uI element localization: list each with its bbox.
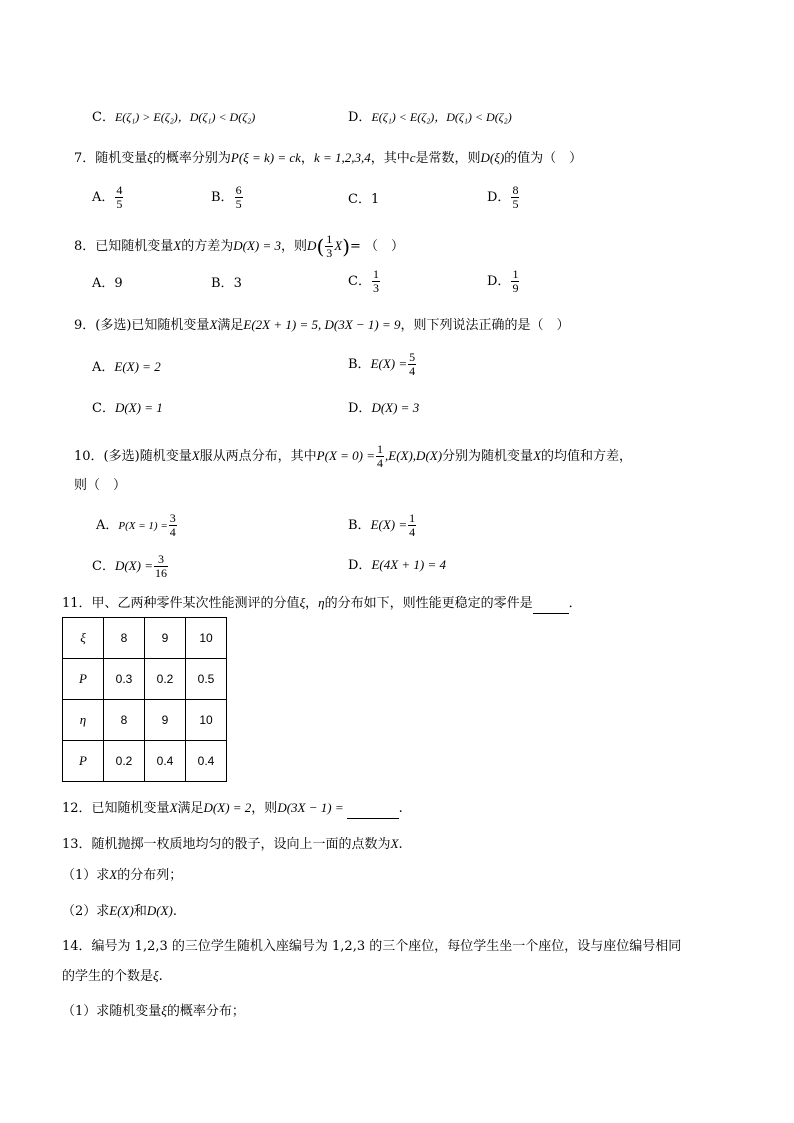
q6-option-c-label: C． <box>92 110 115 125</box>
fraction <box>115 184 123 211</box>
q13-math: D(X) <box>146 903 173 918</box>
option-label: B． <box>348 518 371 533</box>
q9-option-d <box>348 399 419 418</box>
q8-option-d <box>487 268 520 295</box>
numerator: 3 <box>169 511 176 525</box>
option-label: A． <box>92 276 115 291</box>
q9-var: X <box>209 317 218 332</box>
q13-text: （2）求 <box>62 904 110 919</box>
option-math: D(X) = <box>114 558 153 573</box>
denominator: 4 <box>169 525 176 539</box>
option-label: C． <box>92 401 115 416</box>
q13-text: 随机抛掷一枚质地均匀的骰子，设向上一面的点数为 <box>91 837 391 852</box>
option-math: E(4X + 1) = 4 <box>371 557 447 572</box>
option-math: D(X) = 3 <box>371 400 420 415</box>
left-paren: ( <box>316 234 325 259</box>
fraction <box>511 184 519 211</box>
q11-var: ξ <box>299 595 306 610</box>
q13-stem <box>62 835 403 854</box>
q12-text: . <box>398 801 403 816</box>
option-label: B． <box>211 190 234 205</box>
q14-var: ξ <box>153 968 159 983</box>
option-label: A． <box>92 190 115 205</box>
q8-var: X <box>173 238 182 253</box>
numerator: 4 <box>116 183 123 197</box>
numerator: 1 <box>409 511 416 525</box>
q11-var: η <box>318 595 325 610</box>
q8-text: ，则 <box>281 239 308 254</box>
fraction <box>408 512 416 539</box>
q13-text: 的分布列； <box>117 868 183 883</box>
fraction <box>408 351 416 378</box>
table-cell: 8 <box>104 700 145 741</box>
denominator: 5 <box>116 197 123 211</box>
q7-var: ξ <box>147 150 153 165</box>
denominator: 4 <box>409 364 416 378</box>
q13-number: 13． <box>62 837 92 852</box>
q14-var: ξ <box>161 1003 167 1018</box>
fraction <box>372 268 380 295</box>
table-cell: 8 <box>104 618 145 659</box>
q9-option-b <box>348 351 417 378</box>
denominator: 5 <box>235 197 242 211</box>
table-cell: 0.3 <box>104 659 145 700</box>
table-cell: 0.2 <box>104 741 145 782</box>
fraction <box>325 233 333 260</box>
q11-text: 的分布如下，则性能更稳定的零件是 <box>324 596 533 611</box>
q12-text: 满足 <box>177 801 204 816</box>
q9-math: E(2X + 1) = 5, D(3X − 1) = 9 <box>243 317 401 332</box>
q11-stem <box>62 594 582 614</box>
numerator: 8 <box>512 183 519 197</box>
option-math: E(X) = 2 <box>114 359 161 374</box>
q8-math: = （ ） <box>350 239 405 254</box>
table-cell: η <box>63 700 104 741</box>
q10-text: 服从两点分布，其中 <box>199 449 317 464</box>
option-label: B． <box>211 276 234 291</box>
q13-text: （1）求 <box>62 868 110 883</box>
option-label: D． <box>487 274 511 289</box>
numerator: 1 <box>372 267 379 281</box>
option-label: C． <box>348 192 371 207</box>
q6-option-d <box>348 108 512 127</box>
q7-number: 7． <box>74 151 96 166</box>
q8-number: 8． <box>74 239 96 254</box>
fraction <box>154 553 168 580</box>
q7-option-c <box>348 191 379 209</box>
option-label: D． <box>348 558 372 573</box>
option-label: D． <box>348 401 372 416</box>
denominator: 16 <box>154 566 167 580</box>
q7-text: 的概率分别为 <box>152 151 231 166</box>
q14-text: 的概率分布； <box>166 1004 245 1019</box>
q11-text: ． <box>568 596 582 611</box>
q14-part-1 <box>62 1002 245 1021</box>
option-label: C． <box>348 274 371 289</box>
option-value: 9 <box>114 276 123 291</box>
denominator: 4 <box>377 456 384 470</box>
answer-blank <box>347 800 399 819</box>
q13-var: X <box>109 867 118 882</box>
option-label: A． <box>96 518 119 533</box>
q10-option-d <box>348 556 446 575</box>
table-cell: 0.5 <box>186 659 227 700</box>
option-value: 3 <box>233 276 242 291</box>
denominator: 3 <box>326 246 333 260</box>
q13-math: E(X) <box>109 903 134 918</box>
q7-option-b <box>211 184 244 211</box>
table-cell: 9 <box>145 618 186 659</box>
numerator: 1 <box>377 442 384 456</box>
q7-text: 随机变量 <box>95 151 148 166</box>
q10-text: 则（ ） <box>74 478 127 493</box>
option-label: C． <box>92 559 115 574</box>
q14-text: 的学生的个数是 <box>62 969 154 984</box>
q9-text: (多选)已知随机变量 <box>95 318 210 333</box>
q10-var: X <box>191 448 200 463</box>
q12-number: 12． <box>62 801 92 816</box>
q14-text: （1）求随机变量 <box>62 1004 162 1019</box>
q7-var: c <box>409 150 416 165</box>
q7-text: 是常数，则 <box>415 151 481 166</box>
option-math: D(X) = 1 <box>114 400 163 415</box>
q10-number: 10． <box>74 449 104 464</box>
table-cell: 10 <box>186 618 227 659</box>
table-row <box>63 741 227 782</box>
q12-var: X <box>169 800 178 815</box>
table-cell: 0.4 <box>145 741 186 782</box>
q7-text: ， <box>300 151 314 166</box>
q11-number: 11． <box>62 596 92 611</box>
numerator: 1 <box>326 232 333 246</box>
q10-text: 的均值和方差， <box>541 449 633 464</box>
q7-stem <box>74 149 582 168</box>
table-row <box>63 700 227 741</box>
q14-number: 14． <box>62 939 92 954</box>
q8-option-b <box>211 275 242 293</box>
q9-text: ，则下列说法正确的是（ ） <box>400 318 570 333</box>
table-cell: 9 <box>145 700 186 741</box>
q7-option-a <box>92 184 124 211</box>
fraction <box>376 443 384 470</box>
right-paren: ) <box>342 234 351 259</box>
option-math: E(X) = <box>370 517 408 532</box>
q13-var: X <box>390 836 399 851</box>
q13-text: . <box>172 904 177 919</box>
q8-math: X <box>334 238 343 253</box>
q12-text: ，则 <box>251 801 278 816</box>
table-cell: 0.4 <box>186 741 227 782</box>
q7-option-d <box>487 184 520 211</box>
q10-stem <box>74 443 632 470</box>
q7-math: P(ξ = k) = ck <box>230 150 301 165</box>
q8-math: D(X) = 3 <box>233 238 282 253</box>
q9-stem <box>74 316 570 335</box>
q9-text: 满足 <box>217 318 244 333</box>
table-cell: 10 <box>186 700 227 741</box>
q10-math: ,E(X),D(X) <box>385 448 443 463</box>
fraction <box>169 512 177 539</box>
q10-option-b <box>348 512 417 539</box>
answer-blank <box>533 595 569 614</box>
table-row <box>63 659 227 700</box>
q6-option-d-math: E(ζ₁) < E(ζ₂)，D(ζ₁) < D(ζ₂) <box>371 110 512 124</box>
q9-option-c <box>92 399 163 418</box>
q7-math: k = 1,2,3,4 <box>313 150 371 165</box>
q7-text: 的值为（ ） <box>504 151 583 166</box>
option-label: A． <box>92 360 115 375</box>
numerator: 5 <box>409 350 416 364</box>
q6-option-d-label: D． <box>348 110 372 125</box>
numerator: 6 <box>235 183 242 197</box>
numerator: 3 <box>154 553 168 567</box>
q7-text: ，其中 <box>370 151 410 166</box>
q11-text: 甲、乙两种零件某次性能测评的分值 <box>91 596 300 611</box>
q12-text: 已知随机变量 <box>91 801 170 816</box>
q8-stem <box>74 233 404 260</box>
q10-option-a <box>96 512 178 539</box>
option-value: 1 <box>370 192 380 207</box>
q10-text: (多选)随机变量 <box>103 449 192 464</box>
q8-text: 的方差为 <box>181 239 234 254</box>
fraction <box>235 184 243 211</box>
fraction <box>511 268 519 295</box>
q11-text: ， <box>305 596 319 611</box>
distribution-table <box>62 617 227 782</box>
q14-stem <box>62 938 681 956</box>
q10-math: P(X = 0) = <box>316 448 376 463</box>
table-cell: 0.2 <box>145 659 186 700</box>
q8-option-c <box>348 268 381 295</box>
q12-math: D(X) = 2 <box>203 800 252 815</box>
q10-option-c <box>92 553 169 580</box>
q8-option-a <box>92 275 123 293</box>
q8-math: D <box>307 238 317 253</box>
option-math: E(X) = <box>370 356 408 371</box>
q6-option-c-math: E(ζ₁) > E(ζ₂)，D(ζ₁) < D(ζ₂) <box>114 110 256 124</box>
q9-option-a <box>92 358 161 377</box>
q10-text: 分别为随机变量 <box>442 449 534 464</box>
q12-stem <box>62 799 403 819</box>
denominator: 4 <box>409 525 416 539</box>
q7-math: D(ξ) <box>480 150 505 165</box>
denominator: 5 <box>512 197 519 211</box>
q14-stem-continued <box>62 967 163 986</box>
q14-text: 编号为 1,2,3 的三位学生随机入座编号为 1,2,3 的三个座位，每位学生坐一个座位，设与座位编号相同 <box>91 939 682 954</box>
q9-number: 9． <box>74 318 96 333</box>
table-row <box>63 618 227 659</box>
q13-text: 和 <box>133 904 147 919</box>
numerator: 1 <box>512 267 519 281</box>
option-label: B． <box>348 357 371 372</box>
q13-text: . <box>398 837 403 852</box>
q10-var: X <box>533 448 542 463</box>
q12-math: D(3X − 1) = <box>277 800 344 815</box>
q6-option-c <box>92 108 255 127</box>
table-cell: P <box>63 741 104 782</box>
table-cell: P <box>63 659 104 700</box>
q14-text: . <box>158 969 163 984</box>
option-label: D． <box>487 190 511 205</box>
q10-stem-continued <box>74 477 126 495</box>
table-cell: ξ <box>63 618 104 659</box>
q8-text: 已知随机变量 <box>95 239 174 254</box>
denominator: 3 <box>372 281 379 295</box>
q13-part-1 <box>62 866 182 885</box>
option-math: P(X = 1) = <box>118 520 168 532</box>
q13-part-2 <box>62 902 177 921</box>
denominator: 9 <box>512 281 519 295</box>
